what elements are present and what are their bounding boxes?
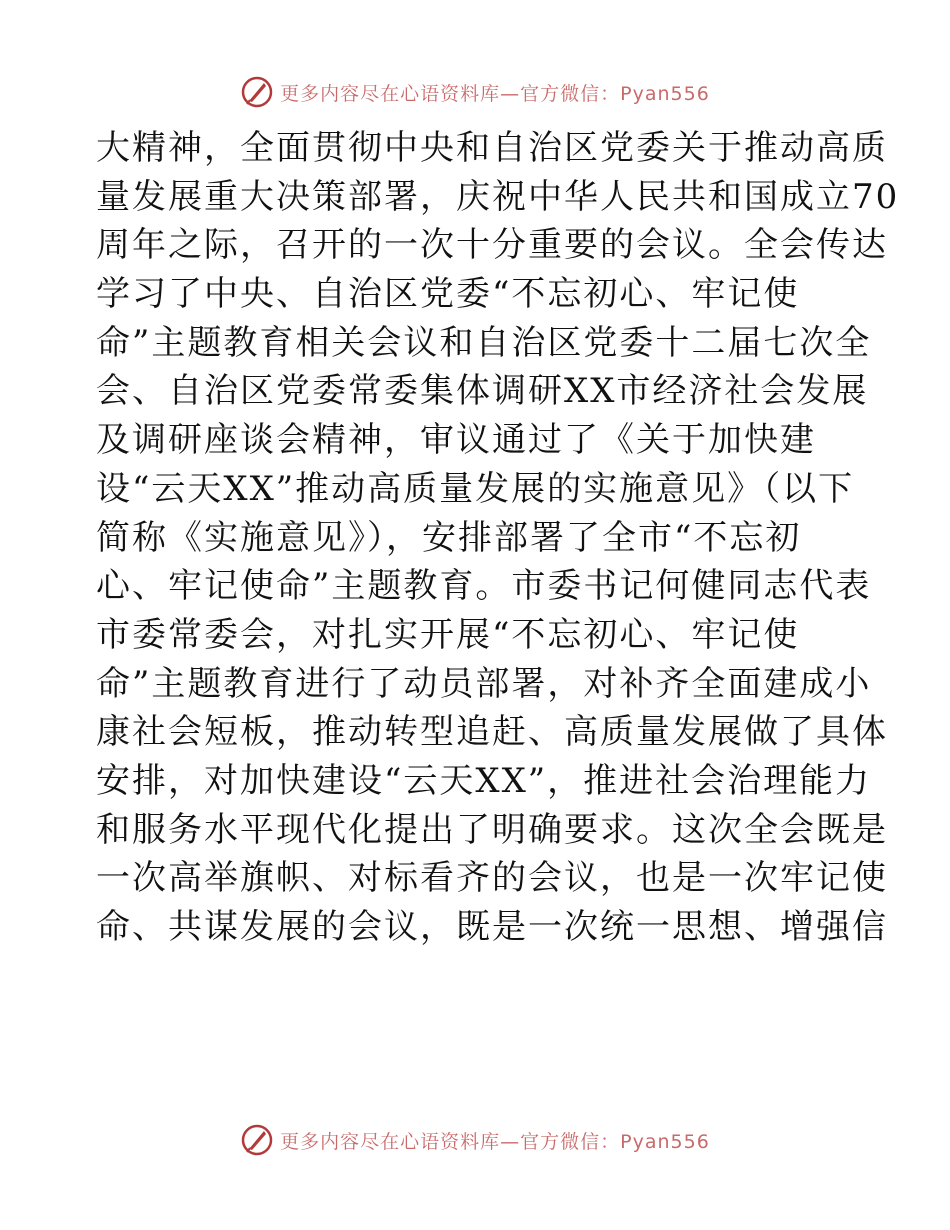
text-line: 康社会短板，推动转型追赶、高质量发展做了具体 (96, 712, 888, 753)
text-line: 及调研座谈会精神，审议通过了《关于加快建 (96, 420, 816, 461)
quill-circle-icon (240, 1123, 274, 1157)
text-line: 会、自治区党委常委集体调研XX市经济社会发展 (96, 371, 869, 412)
text-line: 心、牢记使命”主题教育。市委书记何健同志代表 (96, 566, 872, 607)
watermark-text: 更多内容尽在心语资料库—官方微信：Pyan556 (280, 82, 710, 105)
text-line: 命”主题教育相关会议和自治区党委十二届七次全 (96, 322, 872, 363)
text-line: 学习了中央、自治区党委“不忘初心、牢记使 (96, 274, 800, 315)
text-line: 周年之际，召开的一次十分重要的会议。全会传达 (96, 225, 888, 266)
text-line: 安排，对加快建设“云天XX”，推进社会治理能力 (96, 760, 872, 801)
footer-watermark (0, 1120, 950, 1160)
header-watermark (0, 72, 950, 112)
text-line: 量发展重大决策部署，庆祝中华人民共和国成立70 (96, 176, 900, 217)
text-line: 命”主题教育进行了动员部署，对补齐全面建成小 (96, 663, 872, 704)
text-line: 大精神，全面贯彻中央和自治区党委关于推动高质 (96, 128, 888, 168)
document-body (96, 124, 900, 952)
text-line: 和服务水平现代化提出了明确要求。这次全会既是 (96, 809, 888, 850)
watermark-text: 更多内容尽在心语资料库—官方微信：Pyan556 (280, 1130, 710, 1153)
text-line: 设“云天XX”推动高质量发展的实施意见》（以下 (96, 468, 855, 509)
text-line: 简称《实施意见》），安排部署了全市“不忘初 (96, 517, 802, 558)
text-line: 市委常委会，对扎实开展“不忘初心、牢记使 (96, 614, 800, 655)
quill-circle-icon (240, 75, 274, 109)
text-line: 命、共谋发展的会议，既是一次统一思想、增强信 (96, 907, 888, 947)
text-line: 一次高举旗帜、对标看齐的会议，也是一次牢记使 (96, 858, 888, 899)
